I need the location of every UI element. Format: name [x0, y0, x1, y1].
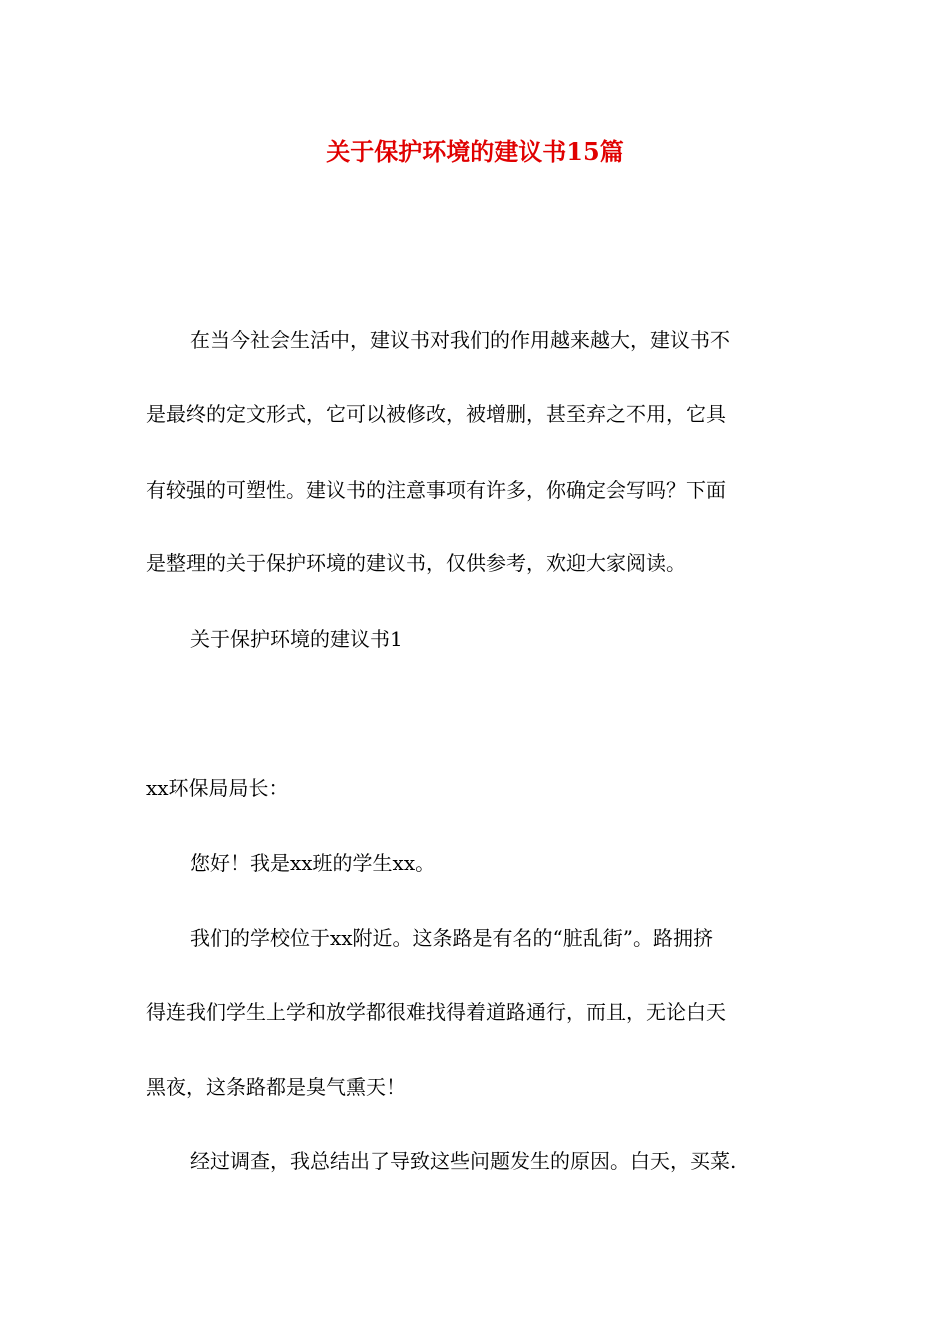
- body-line-4: 经过调查，我总结出了导致这些问题发生的原因。白天，买菜.: [190, 1149, 737, 1173]
- section-heading: 关于保护环境的建议书1: [190, 627, 403, 651]
- body-line-2: 得连我们学生上学和放学都很难找得着道路通行，而且，无论白天: [146, 1000, 726, 1024]
- body-line-1: 我们的学校位于xx附近。这条路是有名的“脏乱街”。路拥挤: [190, 926, 714, 950]
- greeting-line: 您好！我是xx班的学生xx。: [190, 851, 436, 875]
- intro-line-2: 是最终的定文形式，它可以被修改，被增删，甚至弃之不用，它具: [146, 402, 726, 426]
- salutation: xx环保局局长：: [146, 776, 289, 800]
- intro-line-3: 有较强的可塑性。建议书的注意事项有许多，你确定会写吗？下面: [146, 478, 726, 502]
- body-line-3: 黑夜，这条路都是臭气熏天！: [146, 1075, 406, 1099]
- document-title: 关于保护环境的建议书15篇: [326, 137, 624, 166]
- intro-line-4: 是整理的关于保护环境的建议书，仅供参考，欢迎大家阅读。: [146, 551, 686, 575]
- intro-line-1: 在当今社会生活中，建议书对我们的作用越来越大，建议书不: [190, 328, 730, 352]
